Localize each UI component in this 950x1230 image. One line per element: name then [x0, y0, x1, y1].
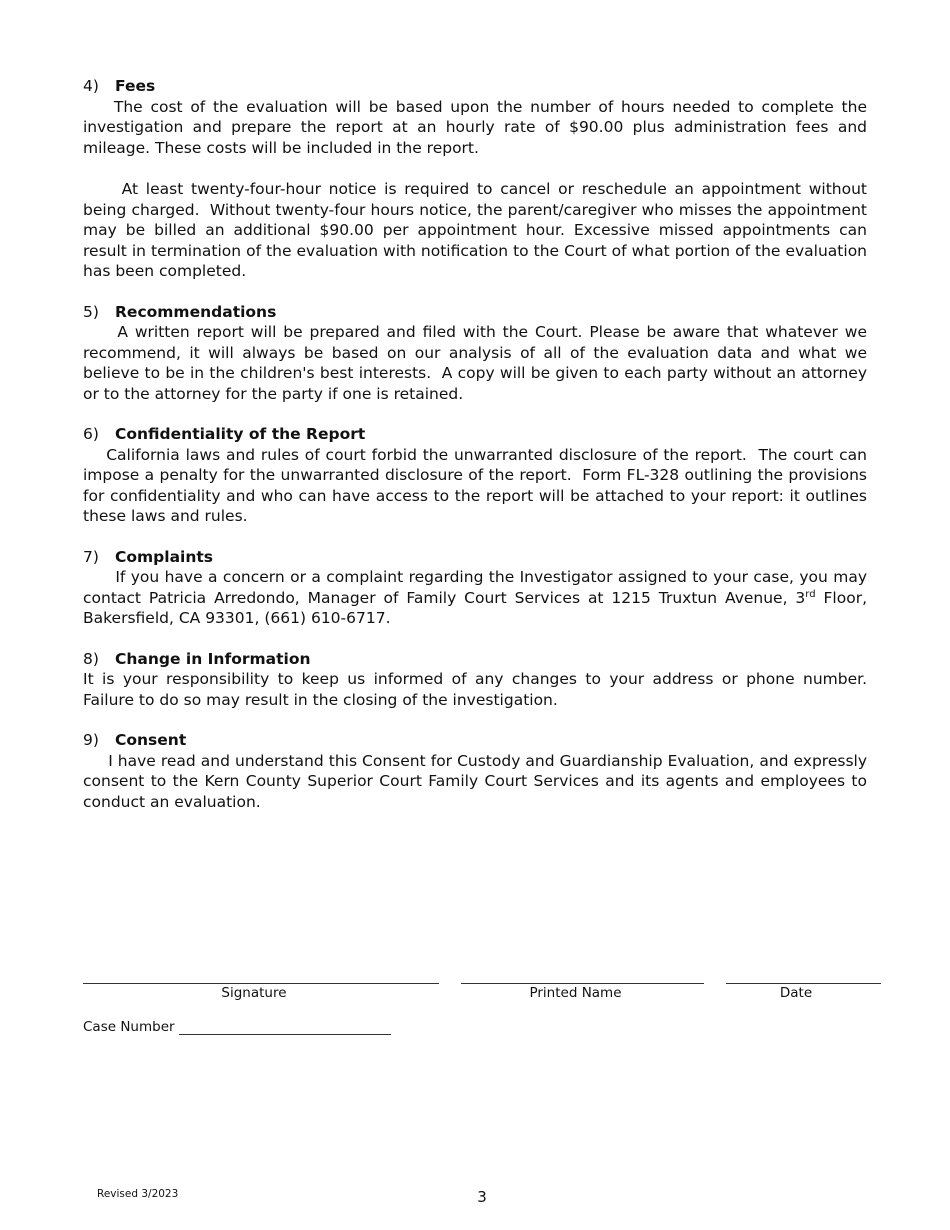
- revision-date: Revised 3/2023: [97, 1188, 179, 1200]
- complaints-text-end: Floor, Bakersfield, CA 93301, (661) 610-6717.: [83, 588, 872, 627]
- section-heading: [83, 302, 867, 323]
- section-title: Consent: [115, 731, 187, 749]
- section-fees: [83, 76, 872, 282]
- section-heading: [83, 424, 867, 445]
- page-number: 3: [477, 1188, 487, 1206]
- section-title: Complaints: [115, 547, 214, 566]
- section-paragraph: It is your responsibility to keep us informed of any changes to your address or phone number. Failure to do so may result in the closing of the investigation.: [83, 670, 877, 709]
- section-heading: [83, 547, 867, 568]
- section-paragraph: California laws and rules of court forbid the unwarranted disclosure of the report. The court can impose a penalty for the unwarranted disclosure of the report. Form FL-328 outlining the provisions for confidentiality and who can have access to the report will be attached to your report: it outlines these laws and rules.: [83, 445, 872, 525]
- section-change-in-information: [83, 649, 877, 711]
- section-title: Recommendations: [115, 302, 277, 321]
- section-number: 6): [83, 425, 99, 443]
- section-paragraph: At least twenty-four-hour notice is required to cancel or reschedule an appointment without being charged. Without twenty-four hours notice, the parent/caregiver who misses the appointment may be billed an additional $90.00 per appointment hour. Excessive missed appointments can result in termination of the evaluation with notification to the Court of what portion of the evaluation has been completed.: [83, 180, 872, 280]
- section-paragraph: The cost of the evaluation will be based upon the number of hours needed to complete the investigation and prepare the report at an hourly rate of $90.00 plus administration fees and mileage. These costs will be included in the report.: [83, 97, 872, 157]
- section-confidentiality: [83, 424, 872, 527]
- section-number: 4): [83, 77, 99, 95]
- section-heading: [83, 76, 867, 97]
- date-label: Date: [779, 985, 813, 1001]
- section-number: 9): [83, 731, 99, 749]
- section-title: Confidentiality of the Report: [115, 425, 366, 443]
- case-number-label: Case Number: [83, 1019, 175, 1035]
- section-complaints: [83, 547, 872, 629]
- document-body: [83, 76, 877, 832]
- section-number: 5): [83, 302, 99, 321]
- section-number: 7): [83, 547, 99, 566]
- section-paragraph: A written report will be prepared and filed with the Court. Please be aware that whatever we recommend, it will always be based on our analysis of all of the evaluation data and what we believe to be in the children's best interests. A copy will be given to each party without an attorney or to the attorney for the party if one is retained.: [83, 323, 872, 403]
- section-paragraph: I have read and understand this Consent for Custody and Guardianship Evaluation, and expressly consent to the Kern County Superior Court Family Court Services and its agents and employees to conduct an evaluation.: [83, 751, 872, 811]
- section-heading: [83, 649, 867, 670]
- section-consent: [83, 730, 872, 812]
- section-heading: [83, 730, 867, 751]
- case-number-line[interactable]: [179, 1034, 391, 1035]
- complaints-paragraph: [83, 567, 872, 629]
- printed-name-label: Printed Name: [529, 985, 622, 1001]
- section-recommendations: [83, 302, 872, 405]
- section-title: Fees: [115, 77, 156, 95]
- complaints-text-start: If you have a concern or a complaint regarding the Investigator assigned to your case, you may contact Patricia Arredondo, Manager of Family Court Services at 1215 Truxtun Avenue, 3: [83, 568, 872, 607]
- signature-label: Signature: [221, 985, 287, 1001]
- ordinal-superscript: rd: [805, 588, 816, 600]
- section-number: 8): [83, 649, 99, 668]
- section-title: Change in Information: [115, 649, 311, 668]
